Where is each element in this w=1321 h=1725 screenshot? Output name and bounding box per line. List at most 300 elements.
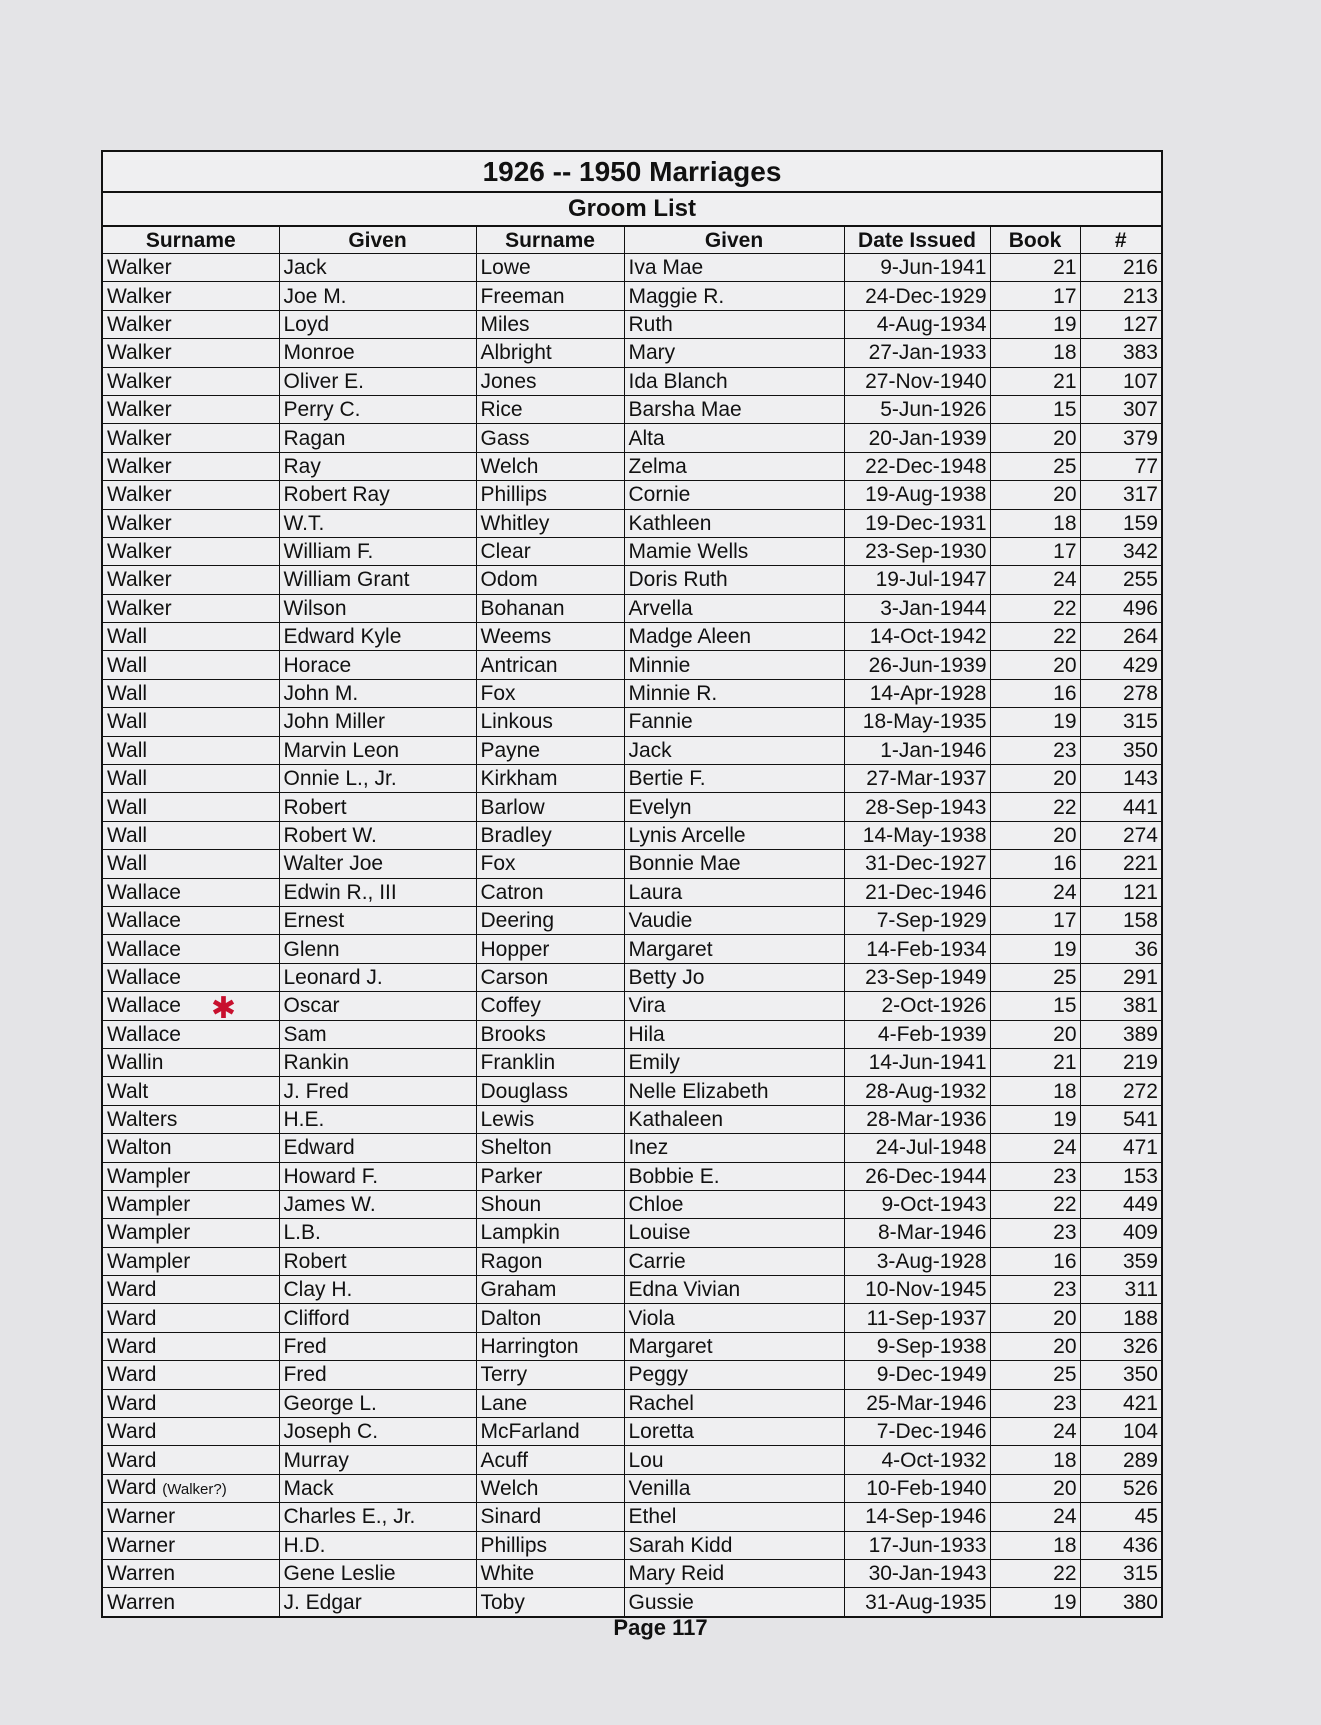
- cell-text: Albright: [480, 341, 552, 365]
- cell-text: 9-Sep-1938: [876, 1335, 987, 1359]
- book-cell: [990, 708, 1080, 736]
- bride-surname-cell: [476, 708, 624, 736]
- cell-text: Walton: [107, 1136, 172, 1160]
- cell-text: Walters: [107, 1107, 178, 1131]
- cell-text: 25: [1053, 1363, 1077, 1387]
- cell-text: 158: [1122, 909, 1158, 933]
- bride-given-cell: [624, 935, 844, 963]
- groom-surname-cell: [103, 736, 279, 764]
- bride-surname-cell: [476, 1276, 624, 1304]
- cell-text: Antrican: [480, 653, 558, 677]
- record-number-cell: [1080, 935, 1161, 963]
- book-cell: [990, 963, 1080, 991]
- cell-text: 17-Jun-1933: [868, 1533, 987, 1557]
- groom-surname-cell: [103, 282, 279, 310]
- cell-text: 18: [1053, 511, 1077, 535]
- table-row: [103, 1105, 1161, 1133]
- groom-given-cell: [279, 1304, 476, 1332]
- groom-surname-cell: [103, 1020, 279, 1048]
- cell-text: Brooks: [480, 1022, 546, 1046]
- cell-text: H.E.: [283, 1107, 325, 1131]
- record-number-cell: [1080, 1474, 1161, 1502]
- cell-text: Weems: [480, 625, 552, 649]
- date-issued-cell: [844, 878, 990, 906]
- cell-text: 18: [1053, 1533, 1077, 1557]
- cell-text: 20: [1053, 1022, 1077, 1046]
- bride-surname-cell: [476, 566, 624, 594]
- date-issued-cell: [844, 1219, 990, 1247]
- groom-given-cell: [279, 623, 476, 651]
- cell-text: 291: [1122, 965, 1158, 989]
- cell-text: Viola: [628, 1306, 675, 1330]
- book-cell: [990, 935, 1080, 963]
- cell-text: Laura: [628, 880, 683, 904]
- groom-given-cell: [279, 509, 476, 537]
- cell-text: Ruth: [628, 312, 673, 336]
- bride-given-cell: [624, 963, 844, 991]
- groom-given-cell: [279, 1332, 476, 1360]
- cell-text: Hila: [628, 1022, 665, 1046]
- cell-text: 441: [1122, 795, 1158, 819]
- cell-text: 496: [1122, 596, 1158, 620]
- groom-given-cell: [279, 1105, 476, 1133]
- groom-given-cell: [279, 992, 476, 1020]
- bride-surname-cell: [476, 821, 624, 849]
- record-number-cell: [1080, 1559, 1161, 1587]
- cell-text: Lane: [480, 1391, 528, 1415]
- record-number-cell: [1080, 1219, 1161, 1247]
- bride-given-cell: [624, 765, 844, 793]
- cell-text: Mamie Wells: [628, 540, 749, 564]
- cell-text: 159: [1122, 511, 1158, 535]
- bride-given-cell: [624, 850, 844, 878]
- bride-surname-cell: [476, 452, 624, 480]
- table-row: [103, 1446, 1161, 1474]
- book-cell: [990, 1105, 1080, 1133]
- cell-text: Minnie R.: [628, 682, 718, 706]
- book-cell: [990, 1048, 1080, 1076]
- book-cell: [990, 1418, 1080, 1446]
- bride-surname-cell: [476, 793, 624, 821]
- table-row: [103, 1503, 1161, 1531]
- groom-given-cell: [279, 1276, 476, 1304]
- groom-given-cell: [279, 1162, 476, 1190]
- cell-text: 24: [1053, 568, 1077, 592]
- bride-given-cell: [624, 1219, 844, 1247]
- groom-given-cell: [279, 935, 476, 963]
- record-number-cell: [1080, 1020, 1161, 1048]
- cell-text: Rachel: [628, 1391, 694, 1415]
- bride-given-cell: [624, 424, 844, 452]
- cell-text: Mary Reid: [628, 1562, 725, 1586]
- marriage-record-sheet: [101, 150, 1163, 1618]
- groom-given-cell: [279, 254, 476, 282]
- groom-surname-cell: [103, 1531, 279, 1559]
- bride-surname-cell: [476, 1105, 624, 1133]
- cell-text: Hopper: [480, 937, 550, 961]
- cell-text: Terry: [480, 1363, 528, 1387]
- cell-text: 24: [1053, 1420, 1077, 1444]
- cell-text: Horace: [283, 653, 352, 677]
- date-issued-cell: [844, 537, 990, 565]
- cell-text: 15: [1053, 994, 1077, 1018]
- cell-text: H.D.: [283, 1533, 326, 1557]
- cell-text: Barsha Mae: [628, 398, 742, 422]
- book-cell: [990, 878, 1080, 906]
- date-issued-cell: [844, 424, 990, 452]
- book-cell: [990, 1190, 1080, 1218]
- bride-given-cell: [624, 793, 844, 821]
- cell-text: Bradley: [480, 824, 552, 847]
- cell-text: 15: [1053, 398, 1077, 422]
- cell-text: Zelma: [628, 454, 687, 478]
- cell-text: Ethel: [628, 1505, 677, 1529]
- page-title: 1926 -- 1950 Marriages: [103, 152, 1161, 193]
- groom-given-cell: [279, 1134, 476, 1162]
- date-issued-cell: [844, 765, 990, 793]
- groom-surname-cell: [103, 1588, 279, 1616]
- table-row: [103, 679, 1161, 707]
- book-cell: [990, 1304, 1080, 1332]
- date-issued-cell: [844, 1588, 990, 1616]
- date-issued-cell: [844, 1134, 990, 1162]
- cell-text: Ward: [107, 1475, 157, 1499]
- groom-given-cell: [279, 1219, 476, 1247]
- date-issued-cell: [844, 1247, 990, 1275]
- cell-text: Mack: [283, 1476, 334, 1500]
- cell-text: 23: [1053, 1164, 1077, 1188]
- table-row: [103, 1474, 1161, 1502]
- bride-surname-cell: [476, 623, 624, 651]
- bride-given-cell: [624, 1531, 844, 1559]
- groom-given-cell: [279, 1020, 476, 1048]
- table-row: [103, 765, 1161, 793]
- date-issued-cell: [844, 1474, 990, 1502]
- cell-text: 107: [1122, 369, 1158, 393]
- bride-surname-cell: [476, 1020, 624, 1048]
- cell-text: 350: [1122, 1363, 1158, 1387]
- record-number-cell: [1080, 850, 1161, 878]
- record-number-cell: [1080, 793, 1161, 821]
- cell-text: Catron: [480, 880, 544, 904]
- cell-text: 17: [1053, 284, 1077, 308]
- bride-surname-cell: [476, 850, 624, 878]
- cell-text: 216: [1122, 256, 1158, 280]
- groom-surname-cell: [103, 1134, 279, 1162]
- groom-surname-cell: [103, 1559, 279, 1587]
- table-row: [103, 1389, 1161, 1417]
- cell-text: 326: [1122, 1335, 1158, 1359]
- groom-surname-cell: [103, 424, 279, 452]
- cell-text: 45: [1134, 1505, 1158, 1529]
- table-row: [103, 1588, 1161, 1616]
- cell-text: Wall: [107, 852, 148, 876]
- table-row: [103, 310, 1161, 338]
- bride-given-cell: [624, 254, 844, 282]
- cell-text: Ward: [107, 1391, 157, 1415]
- bride-given-cell: [624, 1077, 844, 1105]
- cell-text: 255: [1122, 568, 1158, 592]
- cell-text: Welch: [480, 454, 539, 478]
- cell-text: Wampler: [107, 1164, 191, 1188]
- table-row: [103, 1247, 1161, 1275]
- cell-text: White: [480, 1562, 535, 1586]
- groom-surname-cell: [103, 339, 279, 367]
- book-cell: [990, 992, 1080, 1020]
- table-row: [103, 878, 1161, 906]
- cell-text: Sam: [283, 1022, 327, 1046]
- list-subtitle: Groom List: [103, 193, 1161, 227]
- cell-text: 14-Apr-1928: [869, 682, 987, 706]
- bride-surname-cell: [476, 1418, 624, 1446]
- cell-text: Lewis: [480, 1107, 535, 1131]
- cell-text: Oliver E.: [283, 369, 365, 393]
- cell-text: 28-Mar-1936: [866, 1107, 987, 1131]
- table-row: [103, 963, 1161, 991]
- cell-text: McFarland: [480, 1420, 580, 1444]
- cell-text: 4-Aug-1934: [876, 312, 987, 336]
- bride-surname-cell: [476, 906, 624, 934]
- cell-text: J. Fred: [283, 1079, 349, 1103]
- groom-given-cell: [279, 736, 476, 764]
- groom-surname-cell: [103, 992, 279, 1020]
- cell-text: Wall: [107, 767, 148, 791]
- record-number-cell: [1080, 1588, 1161, 1616]
- groom-given-cell: [279, 566, 476, 594]
- cell-text: Sinard: [480, 1505, 542, 1529]
- groom-surname-cell: [103, 935, 279, 963]
- cell-text: Dalton: [480, 1306, 542, 1330]
- table-row: [103, 906, 1161, 934]
- cell-text: 28-Aug-1932: [865, 1079, 987, 1103]
- cell-text: Phillips: [480, 483, 548, 507]
- date-issued-cell: [844, 1361, 990, 1389]
- cell-text: Gussie: [628, 1590, 694, 1614]
- bride-surname-cell: [476, 1503, 624, 1531]
- cell-text: Wall: [107, 682, 148, 706]
- bride-given-cell: [624, 1247, 844, 1275]
- cell-text: Emily: [628, 1051, 680, 1075]
- cell-text: Madge Aleen: [628, 625, 752, 649]
- date-issued-cell: [844, 736, 990, 764]
- book-cell: [990, 1020, 1080, 1048]
- cell-text: Bonnie Mae: [628, 852, 741, 876]
- table-header-row: [103, 227, 1161, 254]
- bride-surname-cell: [476, 1446, 624, 1474]
- date-issued-cell: [844, 793, 990, 821]
- cell-text: Carrie: [628, 1249, 686, 1273]
- groom-surname-cell: [103, 1361, 279, 1389]
- cell-text: Franklin: [480, 1051, 556, 1075]
- book-cell: [990, 906, 1080, 934]
- cell-text: 2-Oct-1926: [881, 994, 987, 1018]
- table-row: [103, 651, 1161, 679]
- cell-text: Bobbie E.: [628, 1164, 720, 1188]
- book-cell: [990, 424, 1080, 452]
- cell-text: Shoun: [480, 1193, 542, 1217]
- bride-surname-cell: [476, 282, 624, 310]
- cell-text: 19: [1053, 312, 1077, 336]
- table-row: [103, 1162, 1161, 1190]
- cell-text: John M.: [283, 682, 359, 706]
- book-cell: [990, 1134, 1080, 1162]
- bride-surname-cell: [476, 878, 624, 906]
- bride-surname-cell: [476, 935, 624, 963]
- record-number-cell: [1080, 452, 1161, 480]
- bride-surname-cell: [476, 765, 624, 793]
- bride-given-cell: [624, 1134, 844, 1162]
- cell-text: 23-Sep-1930: [865, 540, 987, 564]
- book-cell: [990, 1474, 1080, 1502]
- cell-text: Vira: [628, 994, 666, 1018]
- groom-given-cell: [279, 708, 476, 736]
- record-number-cell: [1080, 992, 1161, 1020]
- bride-surname-cell: [476, 1332, 624, 1360]
- groom-given-cell: [279, 452, 476, 480]
- record-number-cell: [1080, 1048, 1161, 1076]
- cell-text: 213: [1122, 284, 1158, 308]
- cell-text: Walker: [107, 454, 172, 478]
- cell-text: 25: [1053, 965, 1077, 989]
- date-issued-cell: [844, 1077, 990, 1105]
- book-cell: [990, 566, 1080, 594]
- cell-text: Wallin: [107, 1051, 164, 1075]
- date-issued-cell: [844, 310, 990, 338]
- record-number-cell: [1080, 1531, 1161, 1559]
- cell-text: Inez: [628, 1136, 669, 1160]
- cell-text: 22: [1053, 625, 1077, 649]
- record-number-cell: [1080, 821, 1161, 849]
- table-row: [103, 1531, 1161, 1559]
- cell-text: 7-Dec-1946: [876, 1420, 987, 1444]
- cell-text: Glenn: [283, 937, 340, 961]
- cell-text: 315: [1122, 710, 1158, 734]
- cell-text: 14-Feb-1934: [866, 937, 987, 961]
- cell-text: 379: [1122, 426, 1158, 450]
- record-number-cell: [1080, 1332, 1161, 1360]
- book-cell: [990, 1332, 1080, 1360]
- cell-text: Parker: [480, 1164, 543, 1188]
- book-cell: [990, 594, 1080, 622]
- cell-text: Ward: [107, 1306, 157, 1330]
- date-issued-cell: [844, 1105, 990, 1133]
- bride-given-cell: [624, 708, 844, 736]
- cell-text: 307: [1122, 398, 1158, 422]
- cell-text: Minnie: [628, 653, 691, 677]
- cell-text: 23: [1053, 1221, 1077, 1245]
- book-cell: [990, 509, 1080, 537]
- bride-given-cell: [624, 878, 844, 906]
- cell-text: Joseph C.: [283, 1420, 379, 1444]
- cell-text: Ragan: [283, 426, 346, 450]
- groom-surname-cell: [103, 1503, 279, 1531]
- cell-text: 20-Jan-1939: [868, 426, 987, 450]
- book-cell: [990, 679, 1080, 707]
- groom-surname-cell: [103, 708, 279, 736]
- record-number-cell: [1080, 963, 1161, 991]
- record-number-cell: [1080, 1418, 1161, 1446]
- column-header: Surname: [103, 227, 279, 254]
- groom-given-cell: [279, 310, 476, 338]
- groom-surname-cell: [103, 1247, 279, 1275]
- cell-text: Walker: [107, 369, 172, 393]
- table-row: [103, 1134, 1161, 1162]
- date-issued-cell: [844, 1190, 990, 1218]
- cell-text: Charles E., Jr.: [283, 1505, 416, 1529]
- bride-given-cell: [624, 395, 844, 423]
- bride-given-cell: [624, 481, 844, 509]
- table-row: [103, 566, 1161, 594]
- cell-text: Leonard J.: [283, 965, 383, 989]
- cell-text: 23: [1053, 1391, 1077, 1415]
- cell-text: 1-Jan-1946: [880, 738, 987, 762]
- cell-text: 272: [1122, 1079, 1158, 1103]
- cell-text: Sarah Kidd: [628, 1533, 733, 1557]
- groom-given-cell: [279, 1361, 476, 1389]
- groom-given-cell: [279, 1446, 476, 1474]
- cell-text: 36: [1134, 937, 1158, 961]
- cell-text: Walker: [107, 312, 172, 336]
- cell-text: Wampler: [107, 1193, 191, 1217]
- bride-given-cell: [624, 623, 844, 651]
- bride-surname-cell: [476, 310, 624, 338]
- date-issued-cell: [844, 452, 990, 480]
- table-row: [103, 793, 1161, 821]
- cell-text: 24: [1053, 1136, 1077, 1160]
- cell-text: Walker: [107, 540, 172, 564]
- groom-surname-cell: [103, 1219, 279, 1247]
- groom-given-cell: [279, 1418, 476, 1446]
- cell-text: Jones: [480, 369, 537, 393]
- cell-text: 311: [1124, 1278, 1158, 1302]
- cell-text: Monroe: [283, 341, 355, 365]
- bride-surname-cell: [476, 1588, 624, 1616]
- cell-text: Warren: [107, 1590, 176, 1614]
- column-header: Book: [990, 227, 1080, 254]
- bride-given-cell: [624, 1418, 844, 1446]
- cell-text: Clay H.: [283, 1278, 353, 1302]
- cell-text: 23-Sep-1949: [865, 965, 987, 989]
- book-cell: [990, 254, 1080, 282]
- book-cell: [990, 1531, 1080, 1559]
- bride-given-cell: [624, 509, 844, 537]
- record-number-cell: [1080, 736, 1161, 764]
- bride-surname-cell: [476, 1531, 624, 1559]
- groom-surname-cell: [103, 254, 279, 282]
- groom-given-cell: [279, 1531, 476, 1559]
- cell-text: 289: [1122, 1448, 1158, 1472]
- groom-given-cell: [279, 1077, 476, 1105]
- date-issued-cell: [844, 339, 990, 367]
- cell-text: Warren: [107, 1562, 176, 1586]
- bride-given-cell: [624, 1190, 844, 1218]
- cell-text: 3-Aug-1928: [876, 1249, 987, 1273]
- cell-text: Venilla: [628, 1476, 691, 1500]
- table-row: [103, 254, 1161, 282]
- bride-given-cell: [624, 339, 844, 367]
- date-issued-cell: [844, 906, 990, 934]
- table-row: [103, 821, 1161, 849]
- date-issued-cell: [844, 1503, 990, 1531]
- groom-surname-cell: [103, 821, 279, 849]
- cell-text: Ida Blanch: [628, 369, 728, 393]
- cell-text: 24-Jul-1948: [875, 1136, 987, 1160]
- cell-text: 381: [1122, 994, 1158, 1018]
- cell-text: Walker: [107, 398, 172, 422]
- groom-given-cell: [279, 1389, 476, 1417]
- cell-text: 19-Jul-1947: [875, 568, 987, 592]
- cell-text: 14-Oct-1942: [869, 625, 987, 649]
